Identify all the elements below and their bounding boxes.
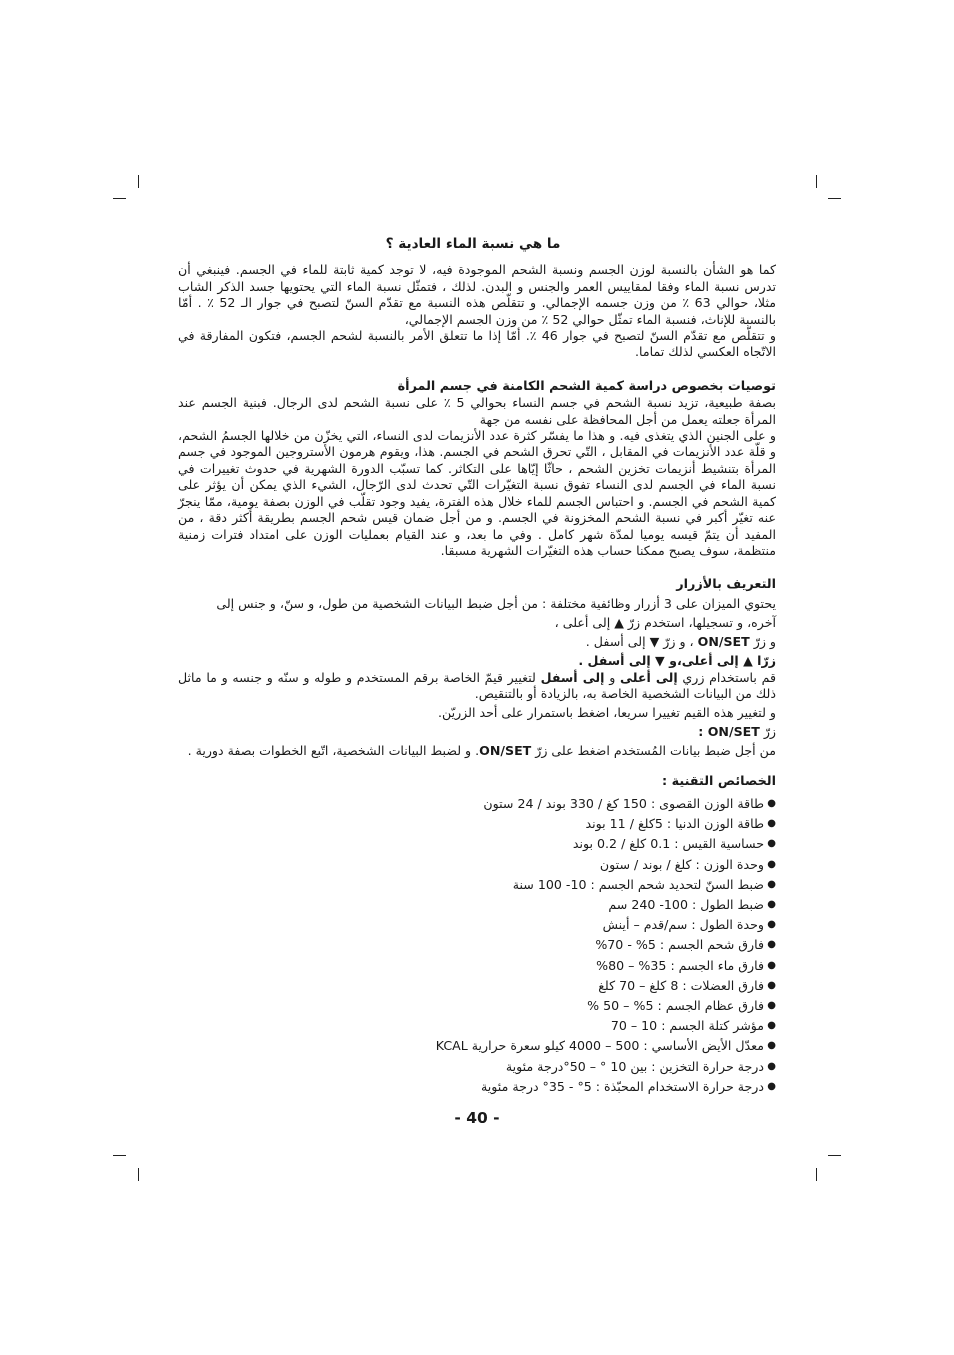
crop-mark-top-left-vertical	[138, 175, 139, 188]
page-content	[178, 236, 776, 1097]
spec-item: ● وحدة الوزن : كلغ / بوند / ستون	[178, 855, 776, 875]
spec-item: ● مؤشر كتلة الجسم : 10 – 70	[178, 1016, 776, 1036]
spec-item: ● ضبط الطول : 100- 240 سم	[178, 895, 776, 915]
spec-item: ● فارق ماء الجسم : 35% – 80%	[178, 956, 776, 976]
buttons-line-8	[178, 741, 776, 760]
spec-item: ● وحدة الطول : سم/قدم – أينش	[178, 915, 776, 935]
bullet-icon: ●	[767, 999, 776, 1011]
bullet-icon: ●	[767, 797, 776, 809]
women-fat-paragraph-2: و على الجنين الذي يتغذى فيه. و هذا ما يفسّر كثرة عدد الأنزيمات لدى النساء، التي يخزّن من خلالها الجسمُ الشحم، و قلّة عدد الأنزيمات في المقابل ، التّي تحرق الشحم في الجسم. هذا، ويقوم هرمون الأستروجين الموجود في جسم المرأة بتنشيط أنزيمات تخزين الشحم ، حاثّا إيّاها على التكاثر. كما تسبّب الدورة الشهرية في حدوث تغييرات في نسبة الماء في الجسم لدى النساء تفوق نسبة التغيّرات التّي تحدث لدى الرّجال، الشيء الذي يمكن أن يؤثر على كمية الشحم في الجسم. و احتباس الجسم للماء خلال هذه الفترة، يفيد وجود تقلّب في الوزن بصفة يومية، ممّا ينجرّ عنه تغيّر أكبر في نسبة الشحم المخزونة في الجسم. و من أجل ضمان قيس شحم الجسم بطريقة أكثر دقة ، من المفيد أن يتمّ قيسه يوميا لمدّة شهر كامل . وفي ما بعد، و عند القيام بعمليات الوزن على امتداد فترات زمنية منتظمة، سوف يصبح ممكنا حساب هذه التغيّرات الشهرية مسبقا.	[178, 428, 776, 558]
on-set-label: ON/SET	[697, 633, 750, 649]
crop-mark-bottom-left-vertical	[138, 1168, 139, 1181]
buttons-line-5-pre: قم باستخدام زري	[677, 669, 776, 685]
buttons-line-5	[178, 670, 776, 703]
bullet-icon: ●	[767, 919, 776, 931]
bullet-icon: ●	[767, 979, 776, 991]
crop-mark-bottom-right-horizontal	[828, 1155, 841, 1156]
buttons-line-1: يحتوي الميزان على 3 أزرار وظائفية مختلفة : من أجل ضبط البيانات الشخصية من طول، و سنّ، و جنس إلى	[216, 595, 776, 611]
women-fat-paragraph-1: بصفة طبيعية، تزيد نسبة الشحم في جسم النساء بحوالي 5 ٪ على نسبة الشحم لدى الرجال. فبنية الجسم عند المرأة جعلته يعمل من أجل المحافظة على نفسه من جهة	[178, 395, 776, 427]
page-number: - 40 -	[454, 1109, 500, 1127]
bullet-icon: ●	[767, 1060, 776, 1072]
down-label: إلى أسفل	[540, 669, 605, 685]
spec-item: ● فارق عظام الجسم : 5% – 50 %	[178, 996, 776, 1016]
bullet-icon: ●	[767, 818, 776, 830]
buttons-line-5-mid: و	[604, 669, 620, 685]
spec-item: ● درجة حرارة الاستخدام المحبّذة : 5° - 35° درجة مئوية	[178, 1077, 776, 1097]
crop-mark-bottom-right-vertical	[816, 1168, 817, 1181]
buttons-line-3-post: ، و زرّ ▼ إلى أسفل .	[585, 633, 698, 649]
spec-item: ● طاقة الوزن القصوى : 150 كغ / 330 بوند / 24 ستون	[178, 794, 776, 814]
buttons-line-8-pre: من أجل ضبط بيانات المُستخدم اضغط على زرّ	[531, 742, 776, 758]
spec-item: ● فارق شحم الجسم : 5% - 70%	[178, 935, 776, 955]
women-fat-heading: توصيات بخصوص دراسة كمية الشحم الكامنة في جسم المرأة	[397, 378, 776, 394]
up-label: إلى أعلى	[620, 669, 678, 685]
spec-item: ● معدّل الأيض الأساسي : 500 – 4000 كيلو سعرة حرارية KCAL	[178, 1036, 776, 1056]
buttons-line-3	[178, 632, 776, 651]
water-paragraph-2: و تتقلّص مع تقدّم السنّ لتصبح في جوار 46 ٪. أمّا إذا ما تتعلق الأمر بالنسبة لشحم الجسم، فتكون المفارقة في الاتّجاه العكسي لذلك تماما.	[178, 328, 776, 360]
page-title: ما هي نسبة الماء العادية ؟	[385, 236, 561, 252]
crop-mark-top-right-vertical	[816, 175, 817, 188]
buttons-heading: التعريف بالأزرار	[676, 577, 776, 593]
spec-item: ● فارق العضلات : 8 كلغ – 70 كلغ	[178, 976, 776, 996]
specs-list	[178, 794, 776, 1097]
buttons-line-7	[178, 722, 776, 741]
buttons-line-4: زرّا ▲ إلى أعلى،و ▼ إلى أسفل .	[578, 652, 776, 668]
buttons-line-3-pre: و زرّ	[749, 633, 776, 649]
water-paragraph-1: كما هو الشأن بالنسبة لوزن الجسم ونسبة الشحم الموجودة فيه، لا توجد كمية ثابتة للماء في الجسم. فينبغي أن تدرس نسبة الماء وفقا لمقاييس العمر والجنس و البدن. لذلك ، فتمثّل نسبة الماء التي يحتويها جسد الذكر الشاب مثلا، حوالي 63 ٪ من وزن جسمه الإجمالي. و تتقلّص هذه النسبة مع تقدّم السنّ لتصبح في جوار الـ 52 ٪ . أمّا بالنسبة للإناث، فنسبة الماء تمثّل حوالي 52 ٪ من وزن الجسم الإجمالي،	[178, 262, 776, 327]
buttons-line-7-pre: زرّ	[759, 723, 776, 739]
spec-item: ● حساسية القيس : 0.1 كلغ / 0.2 بوند	[178, 834, 776, 854]
buttons-line-2: آخره، و تسجيلها، استخدم زرّ ▲ إلى أعلى ،	[554, 614, 776, 630]
bullet-icon: ●	[767, 959, 776, 971]
crop-mark-top-right-horizontal	[828, 198, 841, 199]
crop-mark-top-left-horizontal	[113, 198, 126, 199]
bullet-icon: ●	[767, 1080, 776, 1092]
specs-heading: الخصائص التقنية :	[662, 773, 776, 789]
on-set-heading: ON/SET :	[698, 723, 760, 739]
bullet-icon: ●	[767, 858, 776, 870]
crop-mark-bottom-left-horizontal	[113, 1155, 126, 1156]
bullet-icon: ●	[767, 939, 776, 951]
bullet-icon: ●	[767, 898, 776, 910]
buttons-line-8-post: . و لضبط البيانات الشخصية، اتّبع الخطوات بصفة دورية .	[187, 742, 480, 758]
spec-item: ● طاقة الوزن الدنيا : 5كلغ / 11 بوند	[178, 814, 776, 834]
bullet-icon: ●	[767, 1020, 776, 1032]
buttons-line-6: و لتغيير هذه القيم تغييرا سريعا، اضغط باستمرار على أحد الزريّن.	[438, 704, 776, 720]
buttons-line-5-post: لتغيير قيمّ الخاصة برقم المستخدم و طوله و سنّه و جنسه و ما ماثل ذلك من البيانات الشخصية الخاصة به، بالزيادة أو بالتنقيص.	[178, 669, 776, 702]
spec-item: ● ضبط السنّ لتحديد شحم الجسم : 10- 100 سنة	[178, 875, 776, 895]
on-set-label-2: ON/SET	[479, 742, 532, 758]
bullet-icon: ●	[767, 878, 776, 890]
bullet-icon: ●	[767, 838, 776, 850]
spec-item: ● درجة حرارة التخزين : بين 10 ° – 50°درجة مئوية	[178, 1057, 776, 1077]
bullet-icon: ●	[767, 1040, 776, 1052]
